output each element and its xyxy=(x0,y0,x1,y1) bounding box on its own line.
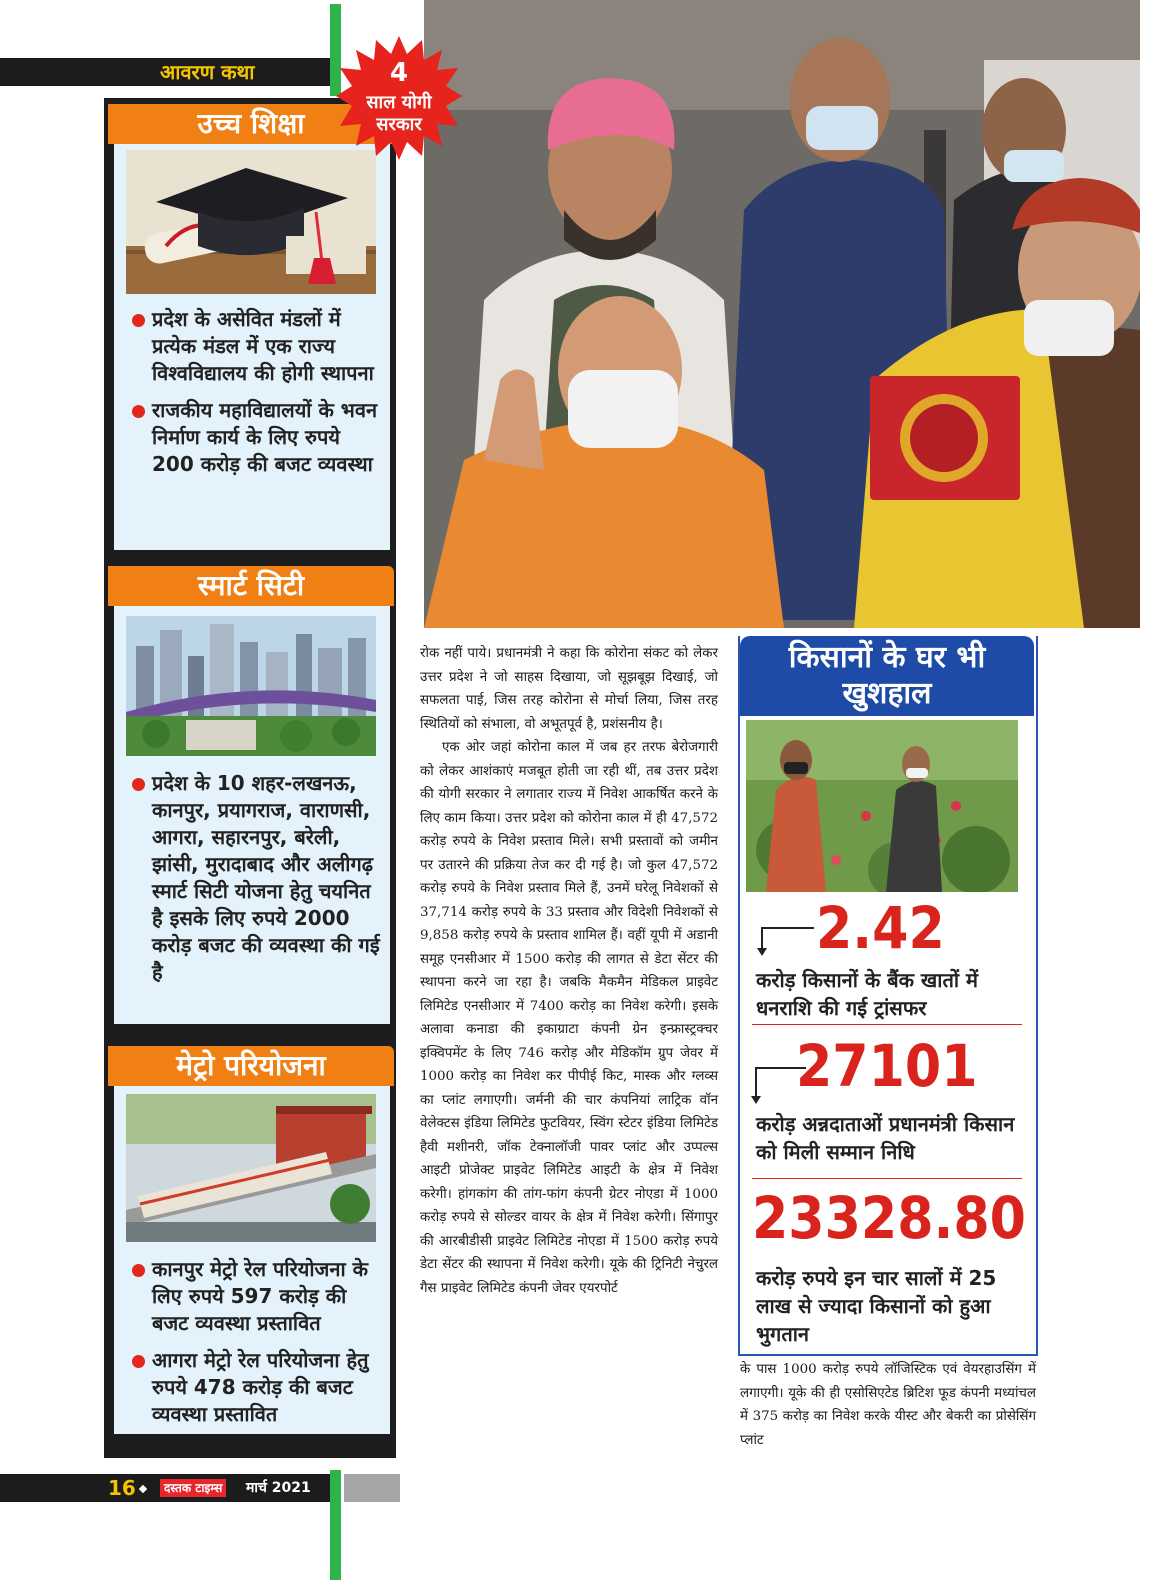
list-item: कानपुर मेट्रो रेल परियोजना के लिए रुपये 597 करोड़ की बजट व्यवस्था प्रस्तावित xyxy=(130,1256,382,1337)
metro-title: मेट्रो परियोजना xyxy=(108,1046,394,1086)
stat-number: 23328.80 xyxy=(752,1184,1026,1252)
magazine-logo: दस्तक टाइम्स xyxy=(160,1479,226,1497)
graduation-cap-image xyxy=(126,150,376,294)
farmers-title-line1: किसानों के घर भी xyxy=(788,640,986,675)
smart-city-list xyxy=(130,770,382,996)
smart-city-title: स्मार्ट सिटी xyxy=(108,566,394,606)
issue-date: मार्च 2021 xyxy=(246,1480,311,1496)
metro-train-image xyxy=(126,1094,376,1242)
stat-number: 2.42 xyxy=(816,894,945,962)
stat-text: करोड़ अन्नदाताओं प्रधानमंत्री किसान को मिली सम्मान निधि xyxy=(756,1112,1015,1164)
divider xyxy=(752,1024,1022,1025)
smart-city-image xyxy=(126,616,376,756)
divider xyxy=(752,1178,1022,1179)
badge-number: 4 xyxy=(389,58,409,88)
list-item: राजकीय महाविद्यालयों के भवन निर्माण कार्य के लिए रुपये 200 करोड़ की बजट व्यवस्था xyxy=(130,397,382,478)
list-item: प्रदेश के असेवित मंडलों में प्रत्येक मंडल में एक राज्य विश्वविद्यालय की होगी स्थापना xyxy=(130,306,382,387)
page-number: 16 xyxy=(108,1476,136,1500)
footer-gray-block xyxy=(344,1474,400,1502)
article-paragraph: रोक नहीं पाये। प्रधानमंत्री ने कहा कि कोरोना संकट को लेकर उत्तर प्रदेश ने जो साहस दिखाया, जो सूझबूझ दिखाई, जो सफलता पाई, जिस तरह कोरोना से मोर्चा लिया, जिस तरह स्थितियों को संभाला, वो अभूतपूर्व है, प्रशंसनीय है। xyxy=(420,646,718,732)
article-paragraph: एक ओर जहां कोरोना काल में जब हर तरफ बेरोजगारी को लेकर आशंकाएं मजबूत होती जा रही थीं, तब उत्तर प्रदेश की योगी सरकार ने लगातार राज्य में निवेश आकर्षित करने के लिए काम किया। उत्तर प्रदेश को कोरोना काल में ही 47,572 करोड़ रुपये के निवेश प्रस्ताव मिले। सभी प्रस्तावों को जमीन पर उतारने की प्रक्रिया तेज कर दी गई है। जो कुल 47,572 करोड़ रुपये के निवेश प्रस्ताव मिले हैं, उनमें घरेलू निवेशकों से 37,714 करोड़ रुपये के 33 प्रस्ताव और विदेशी निवेशकों से 9,858 करोड़ रुपये के प्रस्ताव शामिल हैं। वहीं यूपी में अडानी समूह एनसीआर में 1500 करोड़ की लागत से डेटा सेंटर की स्थापना करने जा रहा है। जबकि मैकमैन मेडिकल प्राइवेट लिमिटेड एनसीआर में 7400 करोड़ का निवेश करेगी। इसके अलावा कनाडा की इकाग्राटा कंपनी ग्रेन इन्फ्रास्ट्रक्चर इक्विपमेंट के लिए 746 करोड़ और मेडिकॉम ग्रुप जेवर में 1000 करोड़ का निवेश कर पीपीई किट, मास्क और ग्लव्स का प्लांट लगाएगी। जर्मनी की चार कंपनियां लाट्रिक वॉन वेलेक्टस इंडिया लिमिटेड फुटवियर, स्विंग स्टेटर इंडिया लिमिटेड हैवी मशीनरी, जॉक टेक्नालॉजी पावर प्लांट और उप्पल्स आइटी प्रोजेक्ट प्राइवेट लिमिटेड आइटी के क्षेत्र में निवेश करेगी। हांगकांग की तांग-फांग कंपनी ग्रेटर नोएडा में 1000 करोड़ रुपये से सोल्डर वायर के क्षेत्र में निवेश करेगी। सिंगापुर की आरबीडीसी प्राइवेट लिमिटेड नोएडा में 1500 करोड़ रुपये डेटा सेंटर की स्थापना में निवेश करेगी। यूके की ट्रिनिटी नेचुरल गैस प्राइवेट लिमिटेड कंपनी जेवर एयरपोर्ट xyxy=(420,740,718,1296)
bottom-green-bar xyxy=(330,1470,341,1580)
stat-text: करोड़ किसानों के बैंक खातों में धनराशि की गई ट्रांसफर xyxy=(756,968,978,1020)
section-label: आवरण कथा xyxy=(160,60,255,84)
higher-education-title: उच्च शिक्षा xyxy=(108,104,394,144)
higher-education-list xyxy=(130,306,382,488)
badge-text: साल योगी सरकार xyxy=(366,92,432,135)
article-continuation: के पास 1000 करोड़ रुपये लॉजिस्टिक एवं वेयरहाउसिंग में लगाएगी। यूके की ही एसोसिएटेड ब्रिटिश फूड कंपनी मध्यांचल में 375 करोड़ का निवेश करके यीस्ट और बेकरी का प्रोसेसिंग प्लांट xyxy=(740,1362,1036,1448)
farmers-title xyxy=(740,636,1034,716)
list-item: आगरा मेट्रो रेल परियोजना हेतु रुपये 478 करोड़ की बजट व्यवस्था प्रस्तावित xyxy=(130,1347,382,1428)
arrow-icon xyxy=(756,926,816,956)
list-item: प्रदेश के 10 शहर-लखनऊ, कानपुर, प्रयागराज, वाराणसी, आगरा, सहारनपुर, बरेली, झांसी, मुरादाबाद और अलीगढ़ स्मार्ट सिटी योजना हेतु चयनित है इसके लिए रुपये 2000 करोड़ बजट की व्यवस्था की गई है xyxy=(130,770,382,986)
stat-text: करोड़ रुपये इन चार सालों में 25 लाख से ज्यादा किसानों को हुआ भुगतान xyxy=(756,1266,997,1346)
farmers-photo xyxy=(746,720,1018,892)
main-photo xyxy=(424,0,1140,628)
stat-number: 27101 xyxy=(796,1032,978,1100)
article-body xyxy=(420,642,718,1300)
farmers-title-line2: खुशहाल xyxy=(842,676,932,711)
metro-list xyxy=(130,1256,382,1438)
